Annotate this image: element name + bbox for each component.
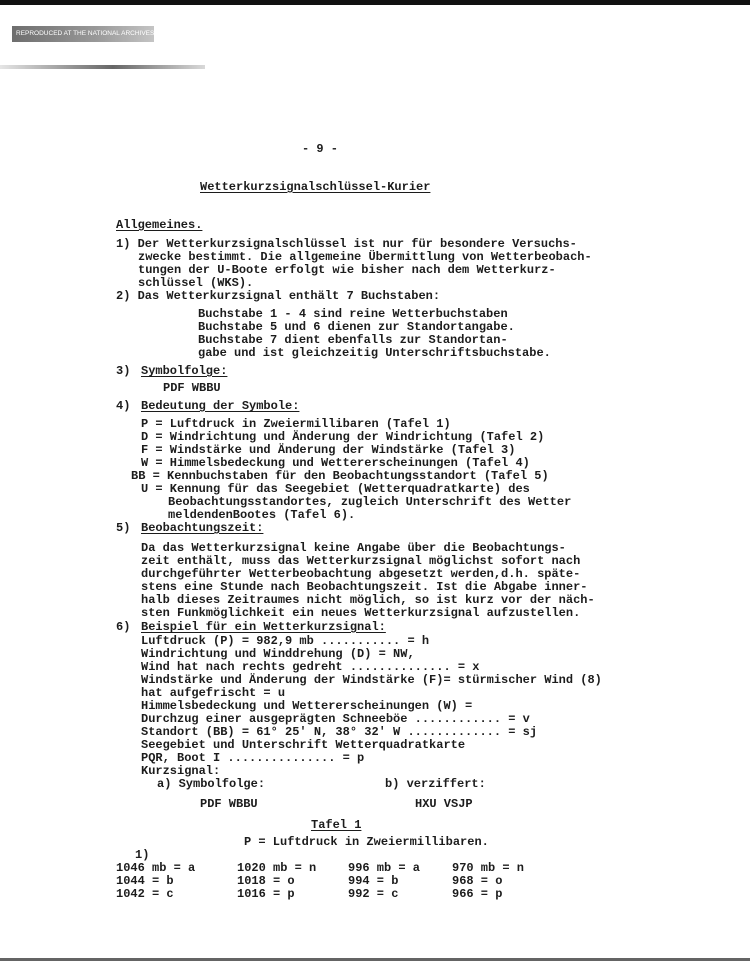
section-heading-beispiel: Beispiel für ein Wetterkurzsignal: [141,620,386,634]
symbol-definition: W = Himmelsbedeckung und Wettererscheinungen (Tafel 4) [141,456,530,470]
text-line: Buchstabe 5 und 6 dienen zur Standortangabe. [198,320,515,334]
example-line: hat aufgefrischt = u [141,686,286,700]
example-line: Kurzsignal: [141,764,221,778]
tafel1-cell: 1016 = p [237,887,295,901]
text-line: 1) Der Wetterkurzsignalschlüssel ist nur für besondere Versuchs- [116,237,577,251]
symbol-definition: Beobachtungsstandortes, zugleich Unterschrift des Wetter [168,495,572,509]
tafel1-footnote: 1) [135,848,150,862]
tafel1-cell: 970 mb = n [452,861,525,875]
page-title: Wetterkurzsignalschlüssel-Kurier [200,180,431,194]
tafel1-cell: 966 = p [452,887,503,901]
section-heading-allgemeines: Allgemeines. [116,218,203,232]
symbol-definition: meldendenBootes (Tafel 6). [168,508,356,522]
scan-smudge [0,65,205,69]
section-number: 6) [116,620,131,634]
section-number: 3) [116,364,131,378]
section-heading-symbolfolge: Symbolfolge: [141,364,228,378]
text-line: 2) Das Wetterkurzsignal enthält 7 Buchstaben: [116,289,441,303]
tafel1-cell: 1020 mb = n [237,861,317,875]
text-line: tungen der U-Boote erfolgt wie bisher nach dem Wetterkurz- [138,263,556,277]
scan-bottom-edge [0,958,750,961]
symbol-definition: F = Windstärke und Änderung der Windstärke (Tafel 3) [141,443,516,457]
text-line: gabe und ist gleichzeitig Unterschriftsbuchstabe. [198,346,551,360]
example-line: Windrichtung und Winddrehung (D) = NW, [141,647,415,661]
tafel1-subtitle: P = Luftdruck in Zweiermillibaren. [244,835,489,849]
text-line: zwecke bestimmt. Die allgemeine Übermittlung von Wetterbeobach- [138,250,592,264]
tafel1-cell: 1042 = c [116,887,174,901]
text-line: stens eine Stunde nach Beobachtungszeit. Ist die Abgabe inner- [141,580,588,594]
tafel1-cell: 1046 mb = a [116,861,196,875]
example-line: Luftdruck (P) = 982,9 mb ........... = h [141,634,430,648]
example-line: Wind hat nach rechts gedreht .............. = x [141,660,480,674]
text-line: Buchstabe 1 - 4 sind reine Wetterbuchstaben [198,307,508,321]
example-line: Seegebiet und Unterschrift Wetterquadratkarte [141,738,466,752]
tafel1-cell: 1018 = o [237,874,295,888]
section-number: 5) [116,521,131,535]
text-line: durchgeführter Wetterbeobachtung abgesetzt werden,d.h. späte- [141,567,581,581]
symbol-sequence: PDF WBBU [163,381,221,395]
verziffert-label: b) verziffert: [385,777,486,791]
text-line: Da das Wetterkurzsignal keine Angabe über die Beobachtungs- [141,541,566,555]
example-line: Durchzug einer ausgeprägten Schneeböe ............ = v [141,712,530,726]
example-line: PQR, Boot I ............... = p [141,751,365,765]
example-line: Himmelsbedeckung und Wettererscheinungen (W) = [141,699,473,713]
example-verziffert-value: HXU VSJP [415,797,473,811]
example-symbolfolge-value: PDF WBBU [200,797,258,811]
example-line: Windstärke und Änderung der Windstärke (F)= stürmischer Wind (8) [141,673,602,687]
tafel1-cell: 992 = c [348,887,399,901]
section-heading-beobachtungszeit: Beobachtungszeit: [141,521,264,535]
symbolfolge-label: a) Symbolfolge: [157,777,266,791]
tafel1-cell: 968 = o [452,874,503,888]
tafel1-cell: 994 = b [348,874,399,888]
text-line: sten Funkmöglichkeit ein neues Wetterkurzsignal aufzustellen. [141,606,581,620]
section-number: 4) [116,399,131,413]
archive-stamp: REPRODUCED AT THE NATIONAL ARCHIVES [12,26,154,42]
text-line: halb dieses Zeitraumes nicht möglich, so ist kurz vor der näch- [141,593,595,607]
text-line: schlüssel (WKS). [138,276,254,290]
section-heading-bedeutung: Bedeutung der Symbole: [141,399,300,413]
text-line: Buchstabe 7 dient ebenfalls zur Standortan- [198,333,508,347]
scan-top-edge [0,0,750,5]
symbol-definition: P = Luftdruck in Zweiermillibaren (Tafel 1) [141,417,451,431]
tafel1-cell: 996 mb = a [348,861,421,875]
text-line: zeit enthält, muss das Wetterkurzsignal möglichst sofort nach [141,554,581,568]
page-number: - 9 - [302,142,339,156]
symbol-definition: U = Kennung für das Seegebiet (Wetterquadratkarte) des [141,482,530,496]
symbol-definition: D = Windrichtung und Änderung der Windrichtung (Tafel 2) [141,430,545,444]
tafel1-cell: 1044 = b [116,874,174,888]
tafel1-title: Tafel 1 [311,818,362,832]
symbol-definition: BB = Kennbuchstaben für den Beobachtungsstandort (Tafel 5) [131,469,549,483]
example-line: Standort (BB) = 61° 25' N, 38° 32' W ............. = sj [141,725,538,739]
